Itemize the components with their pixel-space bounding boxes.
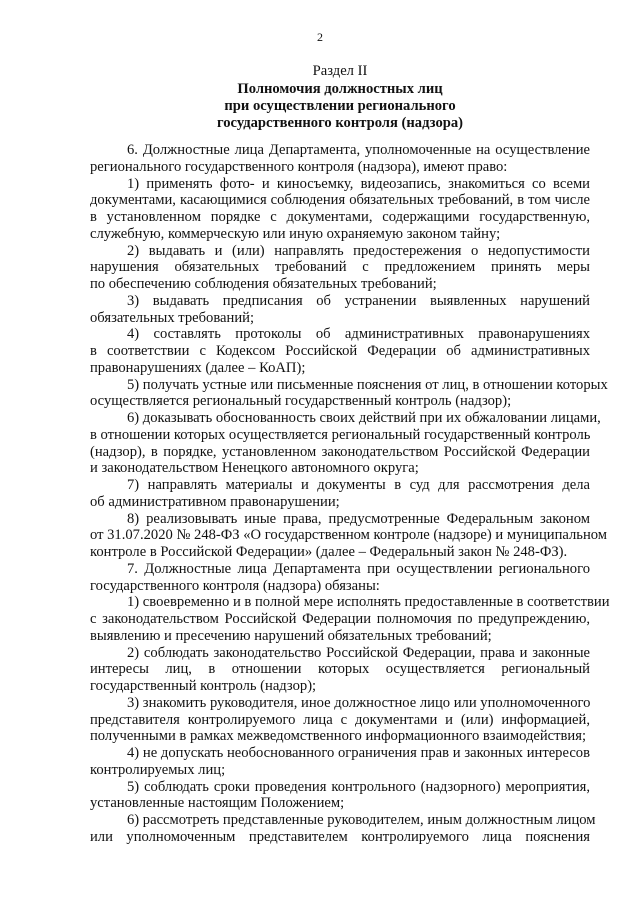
body-line: документами, касающимися соблюдения обязательных требований, в том числе: [90, 192, 590, 209]
body-line: контролируемых лиц;: [90, 761, 226, 778]
body-line: 5) соблюдать сроки проведения контрольного (надзорного) мероприятия,: [127, 778, 590, 795]
body-line: по обеспечению соблюдения обязательных требований;: [90, 276, 437, 292]
body-line: и законодательством Ненецкого автономного округа;: [90, 460, 419, 477]
body-line: представителя контролируемого лица с документами и (или) информацией,: [90, 711, 590, 728]
body-line: 3) знакомить руководителя, иное должностное лицо или уполномоченного: [127, 694, 591, 711]
section-label: Раздел II: [312, 63, 368, 79]
body-line: полученными в рамках межведомственного информационного взаимодействия;: [90, 728, 587, 745]
body-line: служебную, коммерческую или иную охраняемую законом тайну;: [90, 225, 501, 242]
body-line: об административном правонарушении;: [90, 493, 340, 510]
body-line: 7. Должностные лица Департамента при осуществлении регионального: [127, 560, 590, 577]
body-line: или уполномоченным представителем контролируемого лица пояснения: [90, 828, 590, 845]
body-line: 4) составлять протоколы об административных правонарушениях: [127, 326, 590, 343]
body-line: 5) получать устные или письменные пояснения от лиц, в отношении которых: [127, 376, 608, 393]
body-line: интересы лиц, в отношении которых осуществляется региональный: [90, 661, 590, 678]
section-title-line: при осуществлении регионального: [224, 98, 456, 114]
body-line: 2) выдавать и (или) направлять предостережения о недопустимости: [127, 242, 590, 259]
body-line: установленные настоящим Положением;: [90, 795, 345, 812]
body-line: 8) реализовывать иные права, предусмотренные Федеральным законом: [127, 510, 590, 527]
body-line: 1) своевременно и в полной мере исполнять предоставленные в соответствии: [127, 594, 610, 611]
body-line: правонарушениях (далее – КоАП);: [90, 359, 306, 376]
body-line: 6) доказывать обоснованность своих действий при их обжаловании лицами,: [127, 410, 601, 426]
body-line: от 31.07.2020 № 248-ФЗ «О государственном контроле (надзоре) и муниципальном: [90, 527, 608, 544]
body-line: в отношении которых осуществляется региональный государственный контроль: [90, 426, 591, 443]
page-number: 2: [317, 30, 323, 44]
body-line: 4) не допускать необоснованного ограничения прав и законных интересов: [127, 745, 590, 761]
body-line: с законодательством Российской Федерации полномочия по предупреждению,: [90, 611, 590, 627]
body-line: 2) соблюдать законодательство Российской Федерации, права и законные: [127, 644, 590, 661]
body-line: (надзор), в порядке, установленном законодательством Российской Федерации: [90, 443, 590, 460]
body-line: регионального государственного контроля (надзора), имеют право:: [90, 158, 508, 175]
body-line: государственного контроля (надзора) обязаны:: [90, 577, 380, 594]
body-line: выявлению и пресечению нарушений обязательных требований;: [90, 627, 492, 644]
body-line: контроле в Российской Федерации» (далее – Федеральный закон № 248-ФЗ).: [90, 544, 568, 560]
body-line: 3) выдавать предписания об устранении выявленных нарушений: [127, 292, 590, 309]
body-line: нарушения обязательных требований с предложением принять меры: [90, 259, 590, 276]
section-title-line: Полномочия должностных лиц: [237, 81, 443, 97]
section-title-line: государственного контроля (надзора): [216, 115, 464, 131]
body-line: государственный контроль (надзор);: [90, 678, 317, 694]
body-line: 6) рассмотреть представленные руководителем, иным должностным лицом: [127, 812, 596, 828]
body-line: в соответствии с Кодексом Российской Федерации об административных: [90, 343, 590, 359]
body-line: в установленном порядке с документами, содержащими государственную,: [90, 209, 590, 225]
body-line: 7) направлять материалы и документы в суд для рассмотрения дела: [127, 477, 590, 493]
body-line: 6. Должностные лица Департамента, уполномоченные на осуществление: [127, 142, 590, 158]
body-line: осуществляется региональный государственный контроль (надзор);: [90, 393, 512, 410]
body-line: обязательных требований;: [90, 309, 255, 326]
body-line: 1) применять фото- и киносъемку, видеозапись, знакомиться со всеми: [127, 175, 590, 192]
